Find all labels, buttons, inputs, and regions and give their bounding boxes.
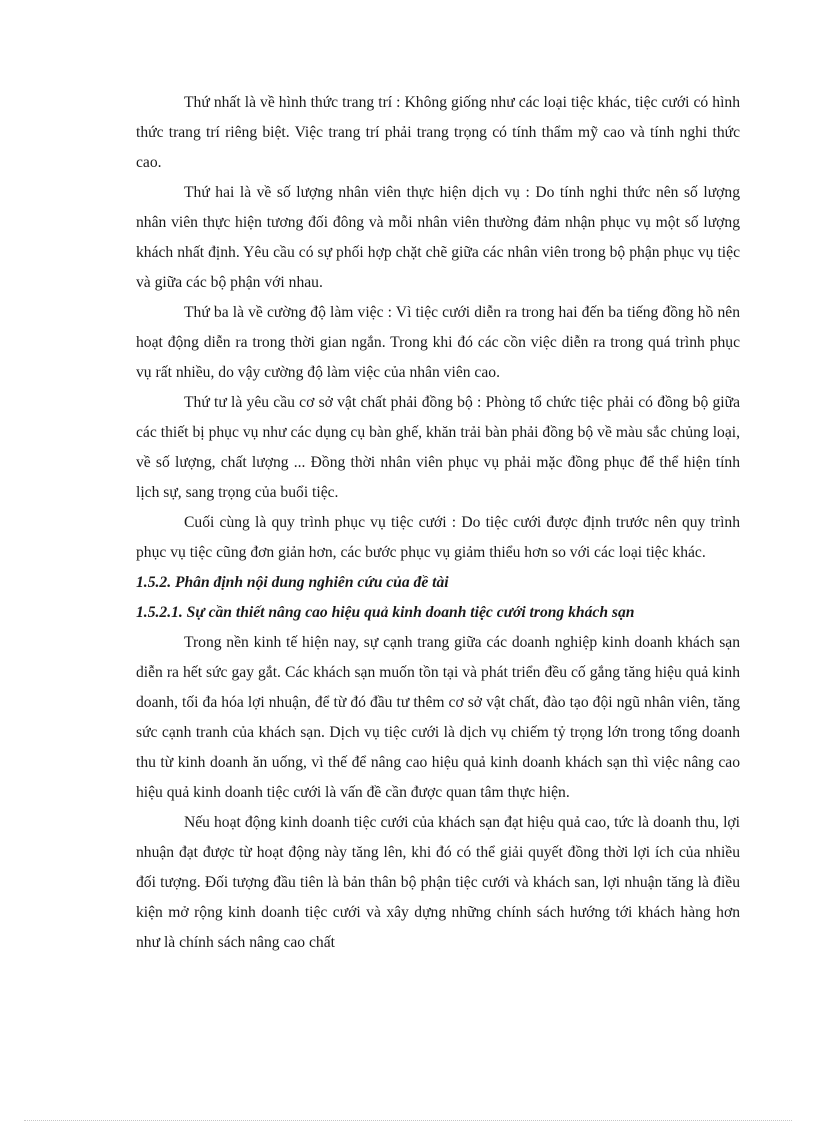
paragraph-work-intensity: Thứ ba là về cường độ làm việc : Vì tiệc cưới diễn ra trong hai đến ba tiếng đồng hồ nên hoạt động diễn ra trong thời gian ngắn. Trong khi đó các cồn việc diễn ra trong quá trình phục vụ rất nhiều, do vậy cường độ làm việc của nhân viên cao. <box>136 304 740 381</box>
subsection-heading: 1.5.2.1. Sự cần thiết nâng cao hiệu quả kinh doanh tiệc cưới trong khách sạn <box>136 604 635 621</box>
page-bottom-divider <box>24 1120 792 1121</box>
paragraph-facilities: Thứ tư là yêu cầu cơ sở vật chất phải đồng bộ : Phòng tổ chức tiệc phải có đồng bộ giữa các thiết bị phục vụ như các dụng cụ bàn ghế, khăn trải bàn phải đồng bộ về màu sắc chủng loại, về số lượng, chất lượng ... Đồng thời nhân viên phục vụ phải mặc đồng phục để thể hiện tính lịch sự, sang trọng của buổi tiệc. <box>136 394 740 501</box>
section-heading: 1.5.2. Phân định nội dung nghiên cứu của đề tài <box>136 574 449 591</box>
paragraph-efficiency: Nếu hoạt động kinh doanh tiệc cưới của khách sạn đạt hiệu quả cao, tức là doanh thu, lợi nhuận đạt được từ hoạt động này tăng lên, khi đó có thể giải quyết đồng thời lợi ích của nhiều đối tượng. Đối tượng đầu tiên là bản thân bộ phận tiệc cưới và khách san, lợi nhuận tăng là điều kiện mở rộng kinh doanh tiệc cưới và xây dựng những chính sách hướng tới khách hàng hơn như là chính sách nâng cao chất <box>136 814 740 951</box>
paragraph-service-process: Cuối cùng là quy trình phục vụ tiệc cưới : Do tiệc cưới được định trước nên quy trình phục vụ tiệc cũng đơn giản hơn, các bước phục vụ giảm thiểu hơn so với các loại tiệc khác. <box>136 514 740 561</box>
paragraph-staff-count: Thứ hai là về số lượng nhân viên thực hiện dịch vụ : Do tính nghi thức nên số lượng nhân viên thực hiện tương đối đông và mỗi nhân viên thường đảm nhận phục vụ một số lượng khách nhất định. Yêu cầu có sự phối hợp chặt chẽ giữa các nhân viên trong bộ phận phục vụ tiệc và giữa các bộ phận với nhau. <box>136 184 740 291</box>
paragraph-competition: Trong nền kinh tế hiện nay, sự cạnh trang giữa các doanh nghiệp kinh doanh khách sạn diễn ra hết sức gay gắt. Các khách sạn muốn tồn tại và phát triển đều cố gắng tăng hiệu quả kinh doanh, tối đa hóa lợi nhuận, để từ đó đầu tư thêm cơ sở vật chất, đào tạo đội ngũ nhân viên, tăng sức cạnh tranh của khách sạn. Dịch vụ tiệc cưới là dịch vụ chiếm tỷ trọng lớn trong tổng doanh thu từ kinh doanh ăn uống, vì thế để nâng cao hiệu quả kinh doanh khách sạn thì việc nâng cao hiệu quả kinh doanh tiệc cưới là vấn đề cần được quan tâm thực hiện. <box>136 634 740 801</box>
document-page <box>136 88 740 958</box>
paragraph-decoration: Thứ nhất là về hình thức trang trí : Không giống như các loại tiệc khác, tiệc cưới có hình thức trang trí riêng biệt. Việc trang trí phải trang trọng có tính thẩm mỹ cao và tính nghi thức cao. <box>136 94 740 171</box>
